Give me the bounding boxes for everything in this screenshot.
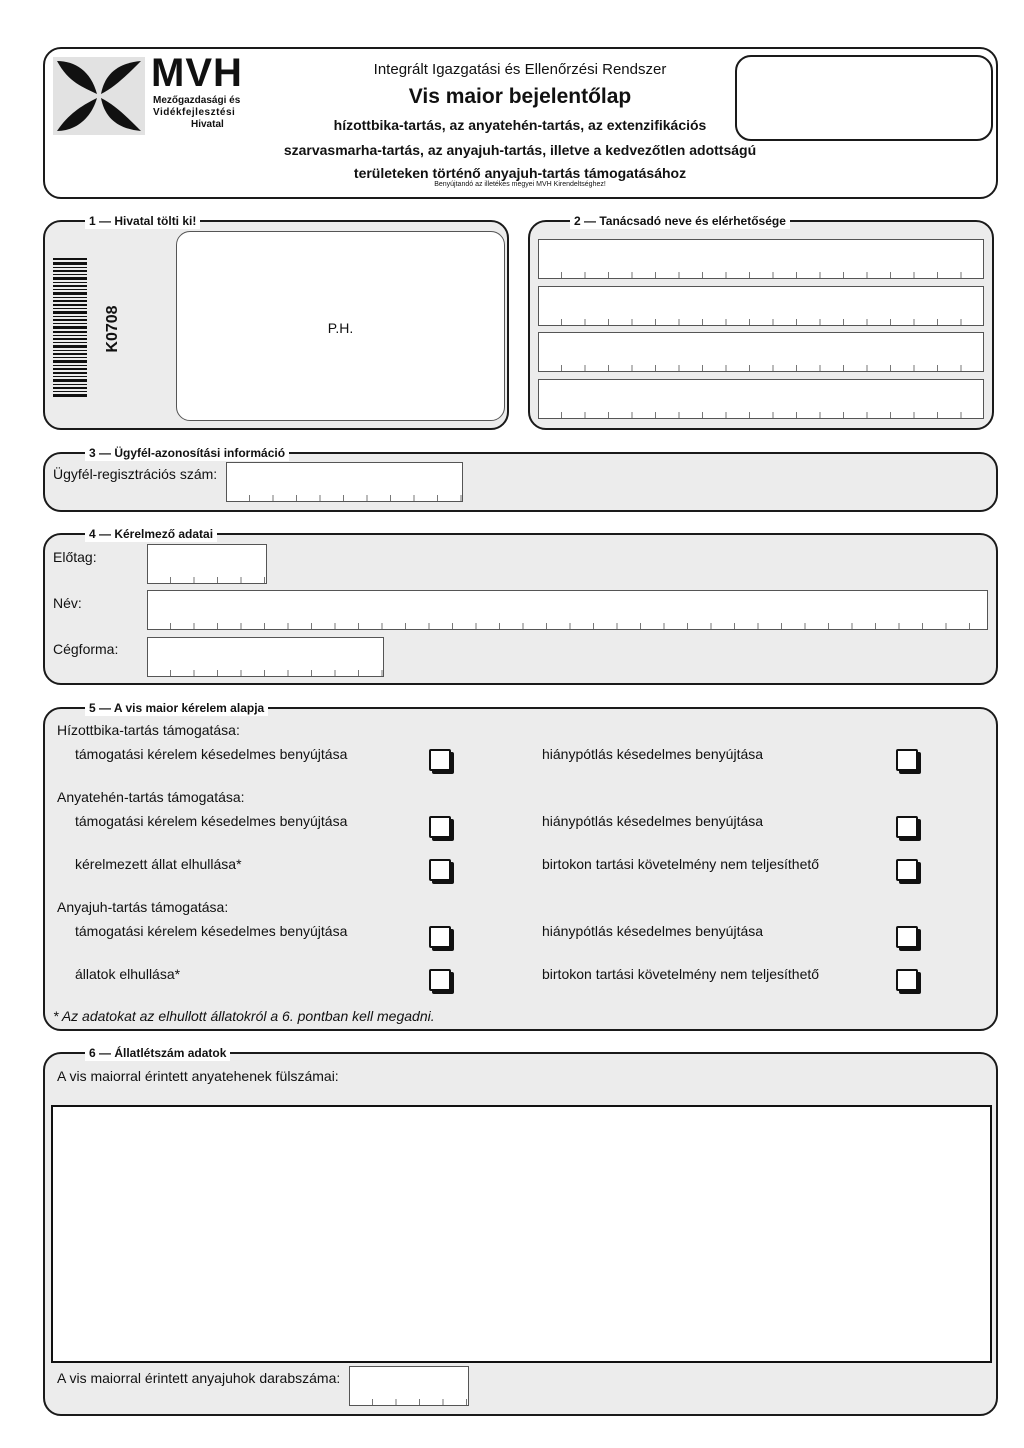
advisor-line-4[interactable] (538, 379, 984, 419)
section2-panel (528, 214, 994, 430)
prefix-field[interactable] (147, 544, 267, 584)
logo-line1: Mezőgazdasági és (153, 95, 241, 106)
office-use-box (735, 55, 993, 141)
ear-tags-textarea[interactable] (51, 1105, 992, 1363)
barcode-label: K0708 (104, 305, 121, 353)
group-fattening-bull: Hízottbika-tartás támogatása: (57, 722, 240, 738)
ewe-animals-loss-label: állatok elhullása* (75, 966, 181, 982)
advisor-line-3[interactable] (538, 332, 984, 372)
logo-line2: Vidékfejlesztési (153, 107, 236, 118)
cow-late-application-checkbox[interactable] (429, 816, 451, 838)
barcode (53, 258, 87, 398)
section4-title: 4 — Kérelmező adatai (85, 526, 217, 542)
advisor-line-2[interactable] (538, 286, 984, 326)
bull-late-application-checkbox[interactable] (429, 749, 451, 771)
header-panel (43, 47, 998, 199)
cow-animal-loss-checkbox[interactable] (429, 859, 451, 881)
subtitle-line1: hízottbika-tartás, az anyatehén-tartás, az extenzifikációs (333, 117, 707, 133)
company-form-field[interactable] (147, 637, 384, 677)
sheep-count-field[interactable] (349, 1366, 469, 1406)
subtitle-line2: szarvasmarha-tartás, az anyajuh-tartás, illetve a kedvezőtlen adottságú (283, 142, 757, 158)
client-reg-label: Ügyfél-regisztrációs szám: (53, 466, 218, 482)
advisor-line-1[interactable] (538, 239, 984, 279)
section6-panel (43, 1046, 998, 1416)
group-suckler-cow: Anyatehén-tartás támogatása: (57, 789, 245, 805)
name-label: Név: (53, 595, 82, 611)
cow-late-application-label: támogatási kérelem késedelmes benyújtása (75, 813, 348, 829)
footnote: * Az adatokat az elhullott állatokról a 6. pontban kell megadni. (53, 1008, 435, 1024)
bull-late-completion-checkbox[interactable] (896, 749, 918, 771)
clover-logo-icon (53, 57, 145, 135)
section1-panel (43, 214, 509, 430)
ewe-late-application-label: támogatási kérelem késedelmes benyújtása (75, 923, 348, 939)
prefix-label: Előtag: (53, 549, 97, 565)
submission-note: Benyújtandó az illetékes megyei MVH Kirendeltséghez! (434, 181, 606, 188)
section5-title: 5 — A vis maior kérelem alapja (85, 700, 268, 716)
client-reg-number-field[interactable] (226, 462, 463, 502)
group-ewe: Anyajuh-tartás támogatása: (57, 899, 229, 915)
section1-title: 1 — Hivatal tölti ki! (85, 213, 200, 229)
section4-panel (43, 527, 998, 685)
stamp-area (176, 231, 505, 421)
company-form-label: Cégforma: (53, 641, 119, 657)
form-title: Vis maior bejelentőlap (408, 85, 632, 108)
logo-line3: Hivatal (191, 119, 224, 130)
ear-tags-label: A vis maiorral érintett anyatehenek fülszámai: (57, 1068, 339, 1084)
bull-late-completion-label: hiánypótlás késedelmes benyújtása (542, 746, 764, 762)
ewe-late-completion-label: hiánypótlás késedelmes benyújtása (542, 923, 764, 939)
ewe-animals-loss-checkbox[interactable] (429, 969, 451, 991)
section5-panel (43, 701, 998, 1031)
cow-animal-loss-label: kérelmezett állat elhullása* (75, 856, 242, 872)
cow-holding-requirement-label: birtokon tartási követelmény nem teljesíthető (542, 856, 820, 872)
section3-panel (43, 446, 998, 512)
cow-late-completion-label: hiánypótlás késedelmes benyújtása (542, 813, 764, 829)
ewe-holding-requirement-label: birtokon tartási követelmény nem teljesíthető (542, 966, 820, 982)
sheep-count-label: A vis maiorral érintett anyajuhok darabszáma: (57, 1370, 341, 1386)
ewe-late-completion-checkbox[interactable] (896, 926, 918, 948)
subtitle-line3: területeken történő anyajuh-tartás támogatásához (353, 165, 687, 181)
section2-title: 2 — Tanácsadó neve és elérhetősége (570, 213, 790, 229)
stamp-label: P.H. (327, 320, 354, 336)
cow-holding-requirement-checkbox[interactable] (896, 859, 918, 881)
ewe-late-application-checkbox[interactable] (429, 926, 451, 948)
ewe-holding-requirement-checkbox[interactable] (896, 969, 918, 991)
system-name: Integrált Igazgatási és Ellenőrzési Rendszer (373, 61, 667, 78)
logo-title: MVH (151, 51, 243, 95)
section3-title: 3 — Ügyfél-azonosítási információ (85, 445, 289, 461)
cow-late-completion-checkbox[interactable] (896, 816, 918, 838)
name-field[interactable] (147, 590, 988, 630)
bull-late-application-label: támogatási kérelem késedelmes benyújtása (75, 746, 348, 762)
section6-title: 6 — Állatlétszám adatok (85, 1045, 230, 1061)
